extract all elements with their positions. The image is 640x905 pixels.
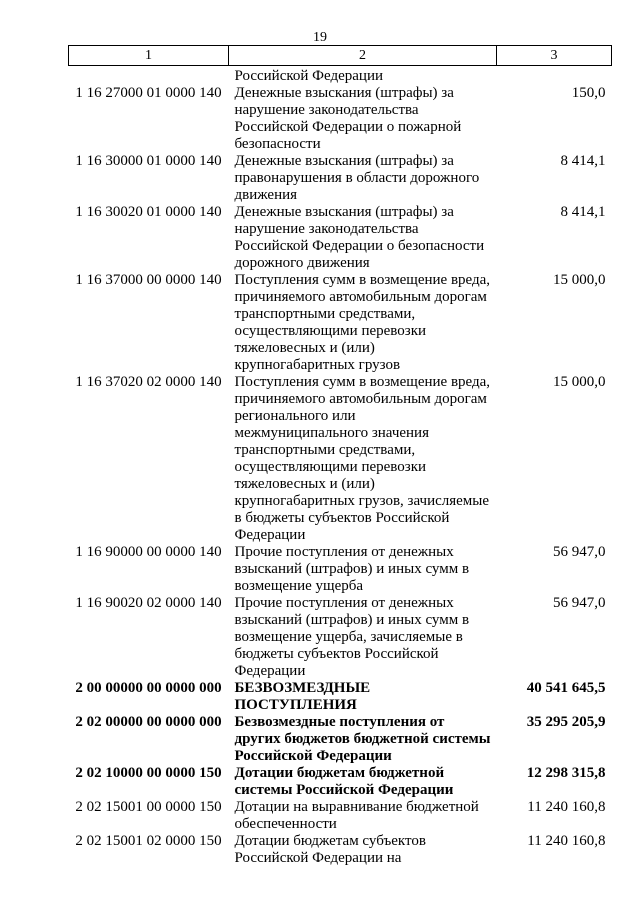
code-cell: 1 16 90020 02 0000 140 (75, 595, 222, 611)
description-cell: БЕЗВОЗМЕЗДНЫЕ ПОСТУПЛЕНИЯ (234, 680, 371, 713)
table-row (69, 680, 612, 714)
amount-cell: 56 947,0 (553, 595, 606, 611)
description-cell: Поступления сумм в возмещение вреда, причиняемого автомобильным дорогам регионального или межмуниципального значения транспортными средствами, осуществляющими перевозки тяжеловесных и (или) крупногабаритных грузов, зачисляемые в бюджеты субъектов Российской Федерации (234, 374, 491, 543)
page-number: 19 (313, 30, 327, 45)
description-cell: Денежные взыскания (штрафы) за правонарушения в области дорожного движения (234, 153, 480, 203)
description-cell: Дотации бюджетам бюджетной системы Российской Федерации (234, 765, 454, 798)
table-row (69, 595, 612, 680)
description-cell: Дотации на выравнивание бюджетной обеспеченности (234, 799, 479, 832)
code-cell: 1 16 90000 00 0000 140 (75, 544, 222, 560)
code-cell: 2 02 00000 00 0000 000 (75, 714, 222, 730)
code-cell: 1 16 30020 01 0000 140 (75, 204, 222, 220)
amount-cell: 11 240 160,8 (527, 799, 606, 815)
description-cell: Дотации бюджетам субъектов Российской Федерации на (234, 833, 426, 866)
amount-cell: 150,0 (571, 85, 606, 101)
column-header-amount: 3 (497, 46, 612, 66)
column-header-description: 2 (229, 46, 497, 66)
amount-cell (497, 66, 612, 86)
amount-cell: 35 295 205,9 (526, 714, 606, 730)
header-row (69, 46, 612, 66)
amount-cell: 15 000,0 (553, 272, 606, 288)
column-header-code: 1 (69, 46, 229, 66)
table-row (69, 799, 612, 833)
table-row (69, 204, 612, 272)
description-cell: Российской Федерации (234, 68, 384, 84)
code-cell: 1 16 37000 00 0000 140 (75, 272, 222, 288)
table-row (69, 85, 612, 153)
code-cell: 1 16 30000 01 0000 140 (75, 153, 222, 169)
table-row (69, 765, 612, 799)
table-row (69, 66, 612, 86)
amount-cell: 8 414,1 (560, 153, 606, 169)
description-cell: Прочие поступления от денежных взысканий (штрафов) и иных сумм в возмещение ущерба, зачисляемые в бюджеты субъектов Российской Федерации (234, 595, 470, 679)
amount-cell: 12 298 315,8 (526, 765, 606, 781)
budget-revenue-table (68, 45, 612, 867)
code-cell: 2 02 10000 00 0000 150 (75, 765, 222, 781)
table-body (69, 66, 612, 868)
table-row (69, 153, 612, 204)
amount-cell: 8 414,1 (560, 204, 606, 220)
amount-cell: 15 000,0 (553, 374, 606, 390)
code-cell: 1 16 27000 01 0000 140 (75, 85, 222, 101)
table-row (69, 272, 612, 374)
code-cell: 1 16 37020 02 0000 140 (75, 374, 222, 390)
description-cell: Прочие поступления от денежных взысканий (штрафов) и иных сумм в возмещение ущерба (234, 544, 470, 594)
amount-cell: 56 947,0 (553, 544, 606, 560)
table-row (69, 544, 612, 595)
description-cell: Безвозмездные поступления от других бюджетов бюджетной системы Российской Федерации (234, 714, 491, 764)
table-row (69, 374, 612, 544)
description-cell: Денежные взыскания (штрафы) за нарушение законодательства Российской Федерации о пожарной безопасности (234, 85, 462, 152)
code-cell (69, 66, 229, 86)
description-cell: Денежные взыскания (штрафы) за нарушение законодательства Российской Федерации о безопасности дорожного движения (234, 204, 485, 271)
amount-cell: 40 541 645,5 (526, 680, 606, 696)
table-header (69, 46, 612, 66)
table-row (69, 833, 612, 867)
table-row (69, 714, 612, 765)
description-cell: Поступления сумм в возмещение вреда, причиняемого автомобильным дорогам транспортными средствами, осуществляющими перевозки тяжеловесных и (или) крупногабаритных грузов (234, 272, 491, 373)
code-cell: 2 02 15001 00 0000 150 (75, 799, 222, 815)
amount-cell: 11 240 160,8 (527, 833, 606, 849)
code-cell: 2 02 15001 02 0000 150 (75, 833, 222, 849)
code-cell: 2 00 00000 00 0000 000 (75, 680, 222, 696)
